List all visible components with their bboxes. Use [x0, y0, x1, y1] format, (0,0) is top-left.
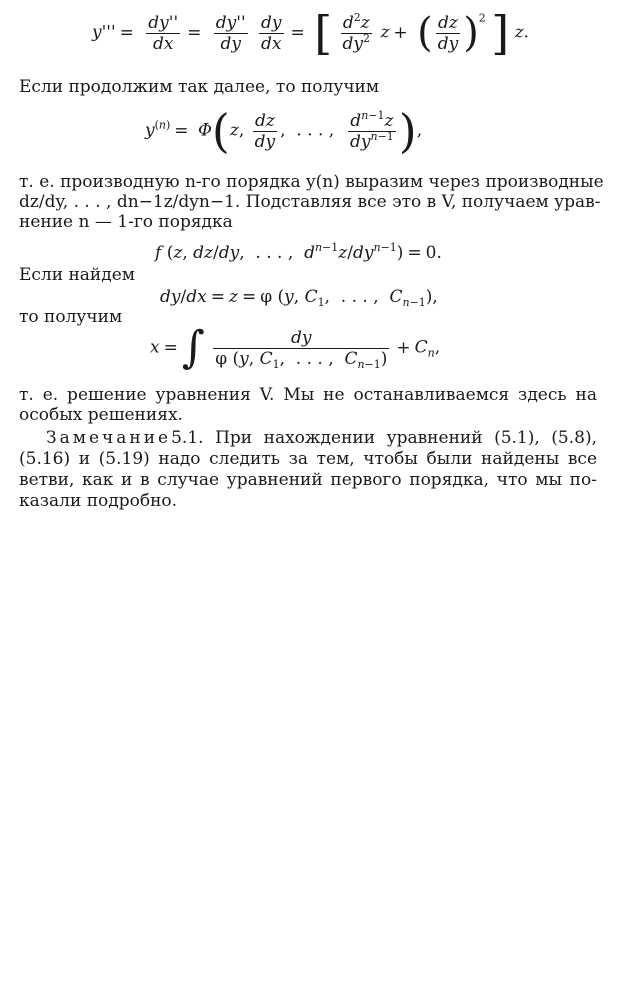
text-line-4: нение n — 1-го порядка [19, 212, 233, 232]
text-line-7: т. е. решение уравнения V. Мы не останавливаемся здесь на [19, 385, 597, 405]
text-line-11: ветви, как и в случае уравнений первого порядка, что мы по- [19, 470, 597, 490]
remark-label: Замечание [46, 428, 172, 448]
text-line-12: казали подробно. [19, 491, 178, 511]
remark-number: 5.1. [171, 428, 204, 448]
equation-third-derivative: y''' = $\frac{dy''}{dx}$ = $\frac{dy''}{dy}$ $\frac{dy}{dx}$ = [ $\frac{d^2z}{dy^2}$ z + ( $\frac{dz}{dy}$ )$^2$ ] z. [92, 6, 529, 60]
text-line-5: Если найдем [19, 265, 136, 285]
text-line-10: (5.16) и (5.19) надо следить за тем, чтобы были найдены все [19, 449, 597, 469]
text-line-3: dz/dy, . . . , dn−1z/dyn−1. Подставляя все это в V, получаем урав- [19, 192, 601, 212]
remark-text: При нахождении уравнений (5.1), (5.8), [215, 428, 597, 448]
equation-first-integral: dy/dx = z = φ (y, $C_1$, . . . , $C_{n-1}$), [160, 287, 438, 309]
remark-first-line [19, 428, 597, 448]
text-line-6: то получим [19, 307, 123, 327]
text-line-8: особых решениях. [19, 405, 183, 425]
text-line-2: т. е. производную n-го порядка y(n) выразим через производные [19, 172, 604, 192]
equation-solution-integral: x =∫ $\frac{dy}{\varphi (y, C_1, . . . , C_{n-1})}$ + $C_n$, [150, 322, 441, 373]
equation-nth-derivative: $y^{(n)} = \Phi(z$, $\frac{dz}{dy}$ , . . . , $\frac{d^{n-1}z}{dy^{n-1}}$ ), [145, 104, 423, 158]
text-line-1: Если продолжим так далее, то получим [19, 77, 380, 97]
equation-reduced-order: f (z, dz/dy, . . . , $d^{n-1}z/dy^{n-1}) = 0$. [155, 241, 442, 263]
